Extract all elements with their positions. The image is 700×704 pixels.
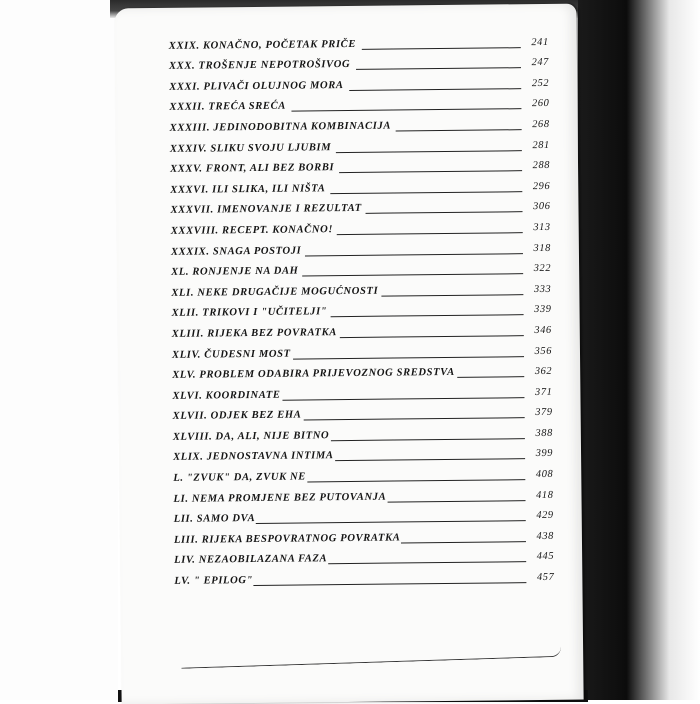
toc-entry-title: XXXIX. SNAGA POSTOJI — [170, 245, 302, 258]
toc-leader-line — [340, 335, 524, 338]
toc-entry-title: XLVIII. DA, ALI, NIJE BITNO — [172, 430, 330, 443]
toc-leader-line — [293, 356, 524, 359]
toc-entry-page-number: 247 — [531, 57, 550, 69]
toc-leader-line — [362, 47, 521, 50]
toc-leader-line — [401, 541, 526, 543]
toc-entry-title: XXXIV. SLIKU SVOJU LJUBIM — [169, 141, 332, 155]
toc-entry-title: XLIV. ČUDESNI MOST — [171, 348, 291, 361]
toc-leader-line — [349, 88, 521, 91]
toc-entry-page-number: 429 — [536, 510, 554, 522]
toc-entry-title: XXXI. PLIVAČI OLUJNOG MORA — [169, 79, 344, 93]
toc-entry-page-number: 457 — [536, 571, 555, 584]
toc-entry-page-number: 399 — [535, 448, 554, 460]
toc-entry-page-number: 362 — [534, 365, 553, 378]
toc-entry-page-number: 252 — [531, 77, 550, 89]
toc-entry-page-number: 318 — [533, 242, 551, 254]
toc-entry-page-number: 306 — [533, 201, 551, 213]
toc-leader-line — [331, 438, 525, 441]
toc-entry-page-number: 346 — [534, 324, 552, 336]
toc-entry-title: LIV. NEZAOBILAZANA FAZA — [174, 553, 328, 567]
bottom-rule — [181, 644, 561, 669]
toc-entry-page-number: 371 — [534, 386, 553, 398]
toc-leader-line — [302, 273, 523, 276]
toc-entry-title: XXIX. KONAČNO, POČETAK PRIČE — [168, 38, 357, 52]
toc-leader-line — [253, 582, 526, 586]
background-right — [578, 0, 700, 700]
toc-entry-title: XXXVI. ILI SLIKA, ILI NIŠTA — [170, 182, 326, 196]
toc-leader-line — [356, 67, 521, 70]
toc-entry-page-number: 241 — [531, 36, 549, 48]
toc-leader-line — [328, 562, 526, 565]
toc-entry — [174, 566, 554, 591]
toc-entry-title: LI. NEMA PROMJENE BEZ PUTOVANJA — [173, 491, 387, 505]
toc-entry-page-number: 260 — [531, 98, 550, 110]
toc-entry-page-number: 339 — [534, 304, 552, 316]
toc-entry-page-number: 408 — [535, 468, 554, 481]
toc-entry-page-number: 296 — [532, 180, 551, 192]
toc-entry-page-number: 356 — [534, 345, 553, 357]
toc-leader-line — [339, 170, 522, 173]
toc-entry-page-number: 322 — [533, 263, 552, 275]
toc-entry-page-number: 281 — [532, 139, 550, 151]
toc-entry-title: XXXVII. IMENOVANJE I REZULTAT — [170, 203, 362, 217]
toc-entry-page-number: 288 — [532, 160, 551, 172]
toc-entry-title: XL. RONJENJE NA DAH — [171, 265, 299, 278]
toc-leader-line — [291, 109, 521, 112]
toc-entry-page-number: 313 — [533, 221, 551, 234]
table-of-contents — [169, 31, 555, 591]
toc-entry-title: XLV. PROBLEM ODABIRA PRIJEVOZNOG SREDSTVA — [172, 366, 455, 381]
toc-entry-title: XXXII. TREĆA SREĆA — [169, 101, 286, 114]
toc-entry-page-number: 418 — [536, 489, 554, 501]
toc-entry-page-number: 379 — [535, 407, 553, 419]
book-page — [114, 4, 583, 704]
toc-entry-title: XLIX. JEDNOSTAVNA INTIMA — [173, 450, 334, 464]
toc-entry-title: LIII. RIJEKA BESPOVRATNOG POVRATKA — [173, 532, 401, 546]
toc-leader-line — [330, 314, 523, 317]
toc-leader-line — [303, 417, 524, 420]
toc-entry-title: XLI. NEKE DRUGAČIJE MOGUĆNOSTI — [171, 285, 379, 299]
toc-entry-page-number: 438 — [536, 530, 554, 542]
toc-entry-title: XXXV. FRONT, ALI BEZ BORBI — [170, 162, 335, 176]
toc-entry-page-number: 333 — [533, 283, 552, 295]
toc-leader-line — [366, 212, 523, 215]
toc-entry-page-number: 268 — [532, 118, 550, 131]
toc-leader-line — [283, 397, 525, 401]
toc-entry-title: XLIII. RIJEKA BEZ POVRATKA — [171, 327, 337, 340]
toc-entry-title: L. "ZVUK" DA, ZVUK NE — [173, 471, 307, 484]
toc-entry-title: XXX. TROŠENJE NEPOTROŠIVOG — [168, 59, 351, 73]
toc-leader-line — [330, 191, 522, 194]
toc-entry-page-number: 445 — [536, 551, 555, 563]
toc-leader-line — [382, 294, 524, 296]
toc-leader-line — [336, 150, 522, 153]
background-left — [0, 0, 118, 700]
toc-entry-title: XLVII. ODJEK BEZ EHA — [172, 409, 302, 423]
toc-leader-line — [256, 520, 526, 524]
toc-leader-line — [307, 479, 525, 482]
toc-leader-line — [337, 232, 523, 235]
toc-leader-line — [396, 129, 522, 131]
toc-leader-line — [387, 500, 525, 502]
toc-leader-line — [335, 459, 525, 462]
toc-leader-line — [305, 253, 523, 256]
toc-entry-title: XXXIII. JEDINODOBITNA KOMBINACIJA — [169, 120, 392, 134]
toc-entry-title: LII. SAMO DVA — [173, 513, 256, 526]
toc-entry-title: XLVI. KOORDINATE — [172, 389, 281, 402]
toc-entry-title: XLII. TRIKOVI I "UČITELJI" — [171, 306, 328, 320]
toc-entry-page-number: 388 — [535, 427, 553, 439]
toc-entry-title: LV. " EPILOG" — [174, 575, 254, 587]
toc-entry-title: XXXVIII. RECEPT. KONAČNO! — [170, 224, 334, 237]
toc-leader-line — [457, 376, 524, 378]
